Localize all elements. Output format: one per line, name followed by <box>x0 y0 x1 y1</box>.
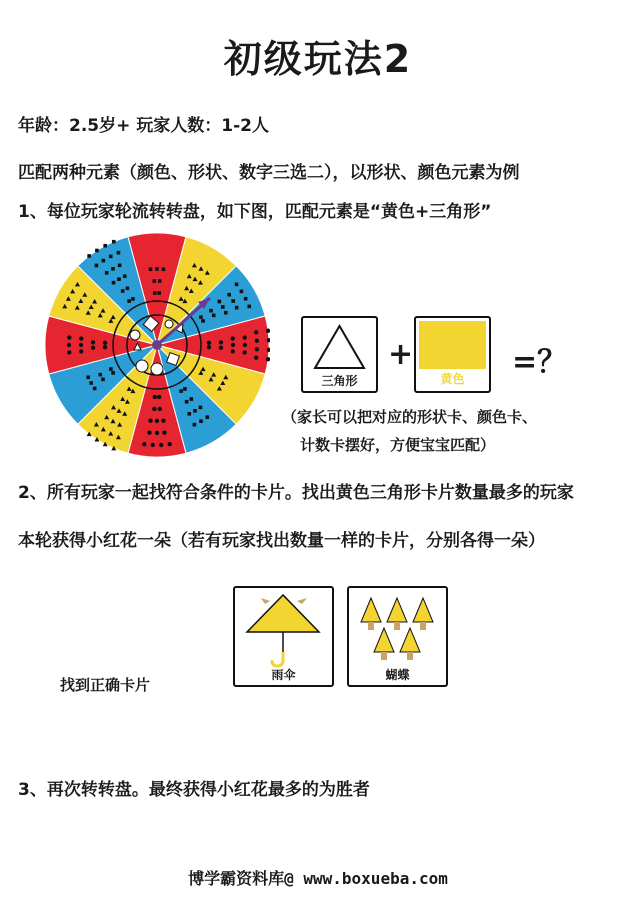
wheel-dot <box>255 347 259 351</box>
step3-line: 3、再次转转盘。最终获得小红花最多的为胜者 <box>18 780 370 800</box>
wheel-dot <box>255 339 259 343</box>
wheel-square-mark <box>101 378 105 382</box>
wheel-square-mark <box>112 240 116 244</box>
wheel-dot <box>91 340 95 344</box>
wheel-square-mark <box>247 305 251 309</box>
yellow-triangle-icon <box>361 598 381 622</box>
intro-line: 匹配两种元素（颜色、形状、数字三选二），以形状、颜色元素为例 <box>18 163 520 183</box>
wheel-square-mark <box>199 419 203 423</box>
wheel-square-mark <box>111 267 115 271</box>
wheel-dot <box>91 346 95 350</box>
wheel-dot <box>103 345 107 349</box>
wheel-square-mark <box>199 406 203 410</box>
wheel-dot <box>162 430 166 434</box>
wheel-square-mark <box>121 289 125 293</box>
wheel-dot <box>67 335 71 339</box>
wheel-dot <box>103 341 107 345</box>
color-swatch <box>419 321 486 369</box>
wheel-square-mark <box>103 244 107 248</box>
answer-card-umbrella <box>233 586 334 687</box>
wheel-square-mark <box>95 264 99 268</box>
wheel-square-mark <box>153 291 157 295</box>
note-line-2: 计数卡摆好，方便宝宝匹配） <box>300 436 496 454</box>
butterfly-group-icon <box>349 590 446 670</box>
wheel-dot <box>254 330 258 334</box>
wheel-square-mark <box>118 264 122 268</box>
wheel-square-mark <box>199 315 203 319</box>
wheel-square-mark <box>126 286 130 290</box>
wheel-square-mark <box>149 267 153 271</box>
wheel-square-mark <box>111 371 115 375</box>
color-card-label: 黄色 <box>440 372 465 386</box>
butterfly-label: 蝴蝶 <box>385 668 410 682</box>
umbrella-label: 雨伞 <box>271 668 296 682</box>
wheel-square-mark <box>187 412 191 416</box>
wheel-square-mark <box>209 309 213 313</box>
circle-icon <box>151 363 163 375</box>
wheel-square-mark <box>183 387 187 391</box>
note-line-1: （家长可以把对应的形状卡、颜色卡、 <box>282 408 538 426</box>
wheel-dot <box>254 356 258 360</box>
wheel-dot <box>219 340 223 344</box>
wheel-dot <box>67 350 71 354</box>
shape-card-label: 三角形 <box>321 374 358 388</box>
butterfly-icon <box>394 622 400 630</box>
wheel-square-mark <box>240 290 244 294</box>
page-title: 初级玩法2 <box>223 37 413 81</box>
wheel-dot <box>231 343 235 347</box>
wheel-dot <box>219 346 223 350</box>
wheel-square-mark <box>235 283 239 287</box>
wheel-dot <box>161 419 165 423</box>
wheel-square-mark <box>102 259 106 263</box>
wheel-square-mark <box>162 267 166 271</box>
wheel-square-mark <box>87 254 91 258</box>
butterfly-icon <box>368 622 374 630</box>
wheel-square-mark <box>224 311 228 315</box>
wheel-square-mark <box>212 314 216 318</box>
wheel-square-mark <box>152 279 156 283</box>
wheel-dot <box>155 431 159 435</box>
wheel-dot <box>147 430 151 434</box>
wheel-square-mark <box>155 267 159 271</box>
age-players-line: 年龄：2.5岁+ 玩家人数：1-2人 <box>18 116 269 136</box>
color-card-yellow <box>414 316 491 393</box>
umbrella-icon <box>235 590 332 670</box>
wheel-dot <box>148 419 152 423</box>
butterfly-icon <box>420 622 426 630</box>
wheel-square-mark <box>193 423 197 427</box>
wheel-square-mark <box>117 277 121 281</box>
step1-line: 1、每位玩家轮流转转盘，如下图，匹配元素是“黄色+三角形” <box>18 202 492 222</box>
wheel-dot <box>159 443 163 447</box>
wheel-dot <box>243 343 247 347</box>
wheel-dot <box>67 343 71 347</box>
plus-sign: + <box>388 337 414 372</box>
wheel-square-mark <box>93 387 97 391</box>
wheel-square-mark <box>235 306 239 310</box>
wheel-square-mark <box>221 305 225 309</box>
wheel-square-mark <box>185 400 189 404</box>
wheel-dot <box>207 341 211 345</box>
step2-line-1: 2、所有玩家一起找符合条件的卡片。找出黄色三角形卡片数量最多的玩家 <box>18 483 574 503</box>
wheel-square-mark <box>227 293 231 297</box>
wheel-square-mark <box>179 389 183 393</box>
wheel-square-mark <box>117 251 121 255</box>
spinner-wheel[interactable] <box>44 232 270 458</box>
wheel-dot <box>152 407 156 411</box>
yellow-triangle-icon <box>413 598 433 622</box>
wheel-square-mark <box>95 249 99 253</box>
wheel-dot <box>158 407 162 411</box>
wheel-dot <box>155 419 159 423</box>
triangle-icon <box>303 320 376 375</box>
wheel-dot <box>207 345 211 349</box>
butterfly-icon <box>381 652 387 660</box>
butterfly-icon <box>407 652 413 660</box>
answer-card-butterfly <box>347 586 448 687</box>
wheel-dot <box>142 442 146 446</box>
wheel-dot <box>157 395 161 399</box>
wheel-square-mark <box>127 299 131 303</box>
wheel-square-mark <box>201 319 205 323</box>
circle-icon <box>130 330 140 340</box>
wheel-square-mark <box>206 415 210 419</box>
wheel-dot <box>242 335 246 339</box>
yellow-triangle-icon <box>387 598 407 622</box>
wheel-square-mark <box>86 375 90 379</box>
wheel-dot <box>151 443 155 447</box>
wheel-square-mark <box>244 297 248 301</box>
step2-line-2: 本轮获得小红花一朵（若有玩家找出数量一样的卡片，分别各得一朵） <box>18 531 545 551</box>
circle-icon <box>136 360 148 372</box>
wheel-square-mark <box>98 373 102 377</box>
wheel-square-mark <box>190 397 194 401</box>
wheel-square-mark <box>193 409 197 413</box>
wheel-dot <box>79 349 83 353</box>
wheel-square-mark <box>109 255 113 259</box>
wheel-dot <box>231 349 235 353</box>
wheel-square-mark <box>131 297 135 301</box>
wheel-square-mark <box>231 299 235 303</box>
yellow-triangle-icon <box>374 628 394 652</box>
shape-card-triangle <box>301 316 378 393</box>
wheel-square-mark <box>105 271 109 275</box>
wheel-square-mark <box>157 291 161 295</box>
wheel-square-mark <box>112 281 116 285</box>
wheel-dot <box>153 395 157 399</box>
wheel-dot <box>242 350 246 354</box>
equals-question: =？ <box>512 345 568 380</box>
wheel-dot <box>231 336 235 340</box>
wheel-dot <box>168 442 172 446</box>
find-correct-label: 找到正确卡片 <box>60 676 151 694</box>
wheel-square-mark <box>123 274 127 278</box>
wheel-square-mark <box>109 367 113 371</box>
yellow-triangle-icon <box>400 628 420 652</box>
wheel-square-mark <box>218 300 222 304</box>
wheel-square-mark <box>89 381 93 385</box>
footer-watermark: 博学霸资料库@ www.boxueba.com <box>188 869 448 888</box>
wheel-square-mark <box>158 279 162 283</box>
wheel-dot <box>79 336 83 340</box>
wheel-dot <box>79 343 83 347</box>
circle-icon <box>165 320 173 328</box>
